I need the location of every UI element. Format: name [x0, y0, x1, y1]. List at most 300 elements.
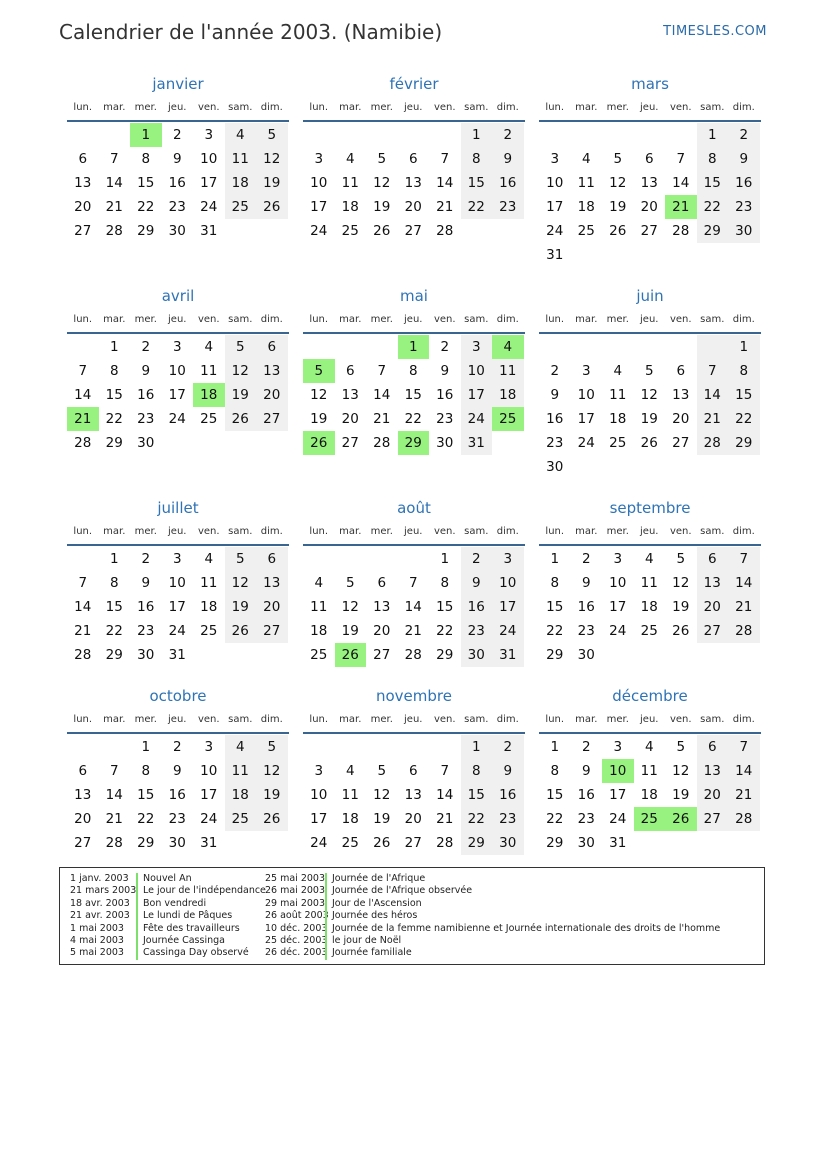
empty-day-cell — [697, 243, 729, 267]
day-cell: 18 — [225, 171, 257, 195]
empty-day-cell — [492, 431, 524, 455]
day-cell: 23 — [461, 619, 493, 643]
month-name: février — [389, 75, 439, 93]
empty-day-cell — [602, 243, 634, 267]
day-cell: 30 — [137, 647, 155, 663]
day-grid — [67, 123, 289, 243]
weekday-label: sam. — [700, 314, 725, 325]
day-cell: 2 — [581, 551, 591, 567]
day-cell: 11 — [577, 175, 595, 191]
holiday-day-cell: 1 — [130, 123, 162, 147]
day-cell: 23 — [137, 411, 155, 427]
weekday-label: ven. — [197, 526, 220, 537]
day-cell: 15 — [461, 783, 493, 807]
day-cell: 14 — [105, 175, 123, 191]
day-cell: 7 — [377, 363, 387, 379]
day-cell: 8 — [141, 763, 151, 779]
day-cell: 1 — [461, 123, 493, 147]
holiday-date: 26 août 2003 — [265, 910, 329, 922]
day-cell: 19 — [225, 595, 257, 619]
month-name: mars — [631, 75, 669, 93]
day-cell: 21 — [697, 407, 729, 431]
day-cell: 22 — [461, 807, 493, 831]
weekday-label: ven. — [669, 526, 692, 537]
empty-day-cell — [366, 547, 398, 571]
empty-day-cell — [99, 735, 131, 759]
weekday-label: sam. — [700, 714, 725, 725]
empty-day-cell — [366, 123, 398, 147]
weekday-label: dim. — [496, 714, 519, 725]
day-cell: 7 — [728, 547, 760, 571]
day-cell: 2 — [581, 739, 591, 755]
day-cell: 13 — [672, 387, 690, 403]
empty-day-cell — [634, 831, 666, 855]
day-cell: 20 — [404, 811, 422, 827]
day-cell: 25 — [200, 623, 218, 639]
day-cell: 16 — [728, 171, 760, 195]
day-cell: 13 — [697, 571, 729, 595]
month-name: août — [397, 499, 431, 517]
day-cell: 28 — [436, 223, 454, 239]
holiday-name: Bon vendredi — [136, 898, 206, 910]
day-cell: 29 — [461, 831, 493, 855]
weekday-label: dim. — [496, 526, 519, 537]
day-cell: 19 — [225, 383, 257, 407]
day-cell: 5 — [256, 123, 288, 147]
weekday-label: mer. — [134, 102, 157, 113]
empty-day-cell — [602, 455, 634, 479]
weekday-label: mer. — [134, 314, 157, 325]
day-cell: 27 — [640, 223, 658, 239]
day-cell: 30 — [461, 643, 493, 667]
day-cell: 23 — [577, 623, 595, 639]
empty-day-cell — [697, 335, 729, 359]
day-cell: 23 — [546, 435, 564, 451]
day-cell: 19 — [256, 783, 288, 807]
month-name: décembre — [612, 687, 688, 705]
day-cell: 19 — [341, 623, 359, 639]
day-cell: 26 — [373, 223, 391, 239]
day-cell: 7 — [109, 151, 119, 167]
empty-day-cell — [193, 431, 225, 455]
weekday-label: sam. — [464, 102, 489, 113]
day-cell: 15 — [461, 171, 493, 195]
day-cell: 5 — [377, 763, 387, 779]
weekday-label: lun. — [73, 102, 93, 113]
holiday-day-cell: 26 — [665, 807, 697, 831]
weekday-label: mar. — [339, 314, 362, 325]
day-cell: 27 — [697, 619, 729, 643]
month-block — [539, 496, 761, 667]
empty-day-cell — [697, 455, 729, 479]
day-cell: 13 — [404, 787, 422, 803]
day-cell: 1 — [141, 739, 151, 755]
day-cell: 27 — [74, 223, 92, 239]
empty-day-cell — [225, 431, 257, 455]
day-cell: 5 — [377, 151, 387, 167]
weekday-label: ven. — [197, 314, 220, 325]
holiday-name: Journée de l'Afrique observée — [325, 885, 472, 897]
day-cell: 10 — [168, 575, 186, 591]
day-cell: 27 — [672, 435, 690, 451]
day-cell: 29 — [697, 219, 729, 243]
day-cell: 15 — [728, 383, 760, 407]
day-cell: 16 — [492, 783, 524, 807]
month-name: janvier — [152, 75, 204, 93]
day-cell: 24 — [310, 835, 328, 851]
holiday-name: Journée des héros — [325, 910, 417, 922]
day-cell: 1 — [550, 551, 560, 567]
day-grid — [303, 547, 525, 667]
day-cell: 31 — [546, 247, 564, 263]
day-cell: 14 — [74, 599, 92, 615]
day-cell: 17 — [461, 383, 493, 407]
holiday-name: Journée de la femme namibienne et Journée internationale des droits de l'homme — [325, 923, 720, 935]
day-cell: 11 — [492, 359, 524, 383]
day-cell: 4 — [644, 551, 654, 567]
empty-day-cell — [99, 123, 131, 147]
weekday-label: jeu. — [168, 102, 187, 113]
day-cell: 15 — [546, 787, 564, 803]
day-cell: 17 — [310, 811, 328, 827]
day-cell: 6 — [78, 151, 88, 167]
day-cell: 3 — [172, 339, 182, 355]
day-cell: 13 — [697, 759, 729, 783]
weekday-label: mar. — [339, 526, 362, 537]
day-cell: 5 — [225, 547, 257, 571]
day-cell: 8 — [550, 575, 560, 591]
day-cell: 12 — [341, 599, 359, 615]
day-cell: 13 — [256, 571, 288, 595]
day-cell: 12 — [640, 387, 658, 403]
holiday-date: 1 janv. 2003 — [70, 873, 129, 884]
day-cell: 22 — [546, 623, 564, 639]
day-cell: 28 — [697, 431, 729, 455]
day-cell: 11 — [200, 363, 218, 379]
day-cell: 2 — [172, 127, 182, 143]
day-cell: 30 — [492, 831, 524, 855]
day-cell: 3 — [613, 739, 623, 755]
month-block — [303, 684, 525, 855]
day-cell: 23 — [436, 411, 454, 427]
weekday-label: mar. — [103, 714, 126, 725]
day-cell: 27 — [341, 435, 359, 451]
weekday-label: mar. — [103, 314, 126, 325]
day-cell: 8 — [461, 147, 493, 171]
empty-day-cell — [256, 831, 288, 855]
day-cell: 1 — [461, 735, 493, 759]
weekday-label: sam. — [464, 526, 489, 537]
day-cell: 17 — [168, 599, 186, 615]
day-grid — [67, 335, 289, 455]
day-cell: 9 — [581, 575, 591, 591]
day-cell: 4 — [225, 123, 257, 147]
day-cell: 15 — [436, 599, 454, 615]
day-cell: 19 — [256, 171, 288, 195]
day-cell: 17 — [577, 411, 595, 427]
month-block — [67, 284, 289, 455]
day-cell: 5 — [345, 575, 355, 591]
day-cell: 22 — [546, 811, 564, 827]
day-cell: 9 — [492, 759, 524, 783]
day-cell: 24 — [577, 435, 595, 451]
month-block — [67, 72, 289, 243]
day-cell: 11 — [200, 575, 218, 591]
day-cell: 4 — [581, 151, 591, 167]
day-cell: 7 — [408, 575, 418, 591]
day-cell: 28 — [74, 647, 92, 663]
weekday-label: jeu. — [640, 526, 659, 537]
day-cell: 23 — [577, 811, 595, 827]
day-cell: 9 — [440, 363, 450, 379]
day-cell: 5 — [676, 739, 686, 755]
month-name: septembre — [609, 499, 691, 517]
weekday-label: lun. — [309, 102, 329, 113]
day-cell: 22 — [697, 195, 729, 219]
day-cell: 6 — [697, 735, 729, 759]
holiday-name: Journée de l'Afrique — [325, 873, 425, 885]
day-cell: 14 — [373, 387, 391, 403]
day-cell: 21 — [436, 199, 454, 215]
weekday-label: mer. — [370, 714, 393, 725]
day-cell: 16 — [137, 387, 155, 403]
day-cell: 7 — [697, 359, 729, 383]
day-cell: 15 — [105, 387, 123, 403]
day-cell: 7 — [676, 151, 686, 167]
day-cell: 20 — [74, 199, 92, 215]
empty-day-cell — [571, 455, 603, 479]
weekday-label: ven. — [433, 314, 456, 325]
day-cell: 25 — [310, 647, 328, 663]
day-cell: 1 — [109, 551, 119, 567]
empty-day-cell — [665, 335, 697, 359]
day-cell: 28 — [105, 835, 123, 851]
day-cell: 1 — [697, 123, 729, 147]
holiday-name: Journée familiale — [325, 947, 412, 959]
day-cell: 25 — [341, 835, 359, 851]
month-name: mai — [400, 287, 428, 305]
weekday-label: ven. — [197, 714, 220, 725]
empty-day-cell — [728, 243, 760, 267]
empty-day-cell — [335, 335, 367, 359]
weekday-header-row — [67, 708, 289, 734]
empty-day-cell — [634, 335, 666, 359]
weekday-label: mer. — [370, 526, 393, 537]
day-cell: 6 — [377, 575, 387, 591]
day-cell: 25 — [640, 623, 658, 639]
weekday-header-row — [303, 308, 525, 334]
day-cell: 11 — [225, 147, 257, 171]
day-cell: 1 — [728, 335, 760, 359]
holiday-date: 10 déc. 2003 — [265, 922, 328, 934]
day-cell: 4 — [204, 551, 214, 567]
day-cell: 7 — [728, 735, 760, 759]
weekday-header-row — [67, 308, 289, 334]
empty-day-cell — [398, 547, 430, 571]
empty-day-cell — [67, 547, 99, 571]
day-cell: 12 — [256, 147, 288, 171]
weekday-label: mar. — [339, 714, 362, 725]
day-cell: 25 — [200, 411, 218, 427]
day-cell: 28 — [74, 435, 92, 451]
day-cell: 7 — [109, 763, 119, 779]
empty-day-cell — [303, 335, 335, 359]
day-cell: 16 — [492, 171, 524, 195]
empty-day-cell — [665, 831, 697, 855]
day-cell: 11 — [310, 599, 328, 615]
day-cell: 13 — [341, 387, 359, 403]
weekday-label: jeu. — [168, 714, 187, 725]
holiday-date: 4 mai 2003 — [70, 934, 124, 946]
day-cell: 24 — [168, 411, 186, 427]
weekday-label: ven. — [433, 102, 456, 113]
weekday-label: mer. — [606, 714, 629, 725]
empty-day-cell — [398, 123, 430, 147]
weekday-header-row — [539, 520, 761, 546]
weekday-label: mer. — [606, 102, 629, 113]
day-cell: 15 — [546, 599, 564, 615]
empty-day-cell — [728, 643, 760, 667]
holiday-date: 1 mai 2003 — [70, 922, 124, 934]
day-cell: 20 — [672, 411, 690, 427]
holiday-day-cell: 21 — [67, 407, 99, 431]
day-cell: 12 — [373, 175, 391, 191]
day-cell: 12 — [373, 787, 391, 803]
day-cell: 4 — [314, 575, 324, 591]
day-cell: 25 — [609, 435, 627, 451]
day-cell: 3 — [581, 363, 591, 379]
day-cell: 18 — [492, 383, 524, 407]
day-cell: 20 — [697, 595, 729, 619]
day-cell: 20 — [697, 783, 729, 807]
day-cell: 16 — [168, 787, 186, 803]
weekday-header-row — [539, 708, 761, 734]
empty-day-cell — [335, 547, 367, 571]
day-cell: 26 — [256, 195, 288, 219]
weekday-label: lun. — [73, 714, 93, 725]
day-cell: 5 — [644, 363, 654, 379]
day-cell: 14 — [728, 759, 760, 783]
day-cell: 24 — [310, 223, 328, 239]
day-cell: 22 — [137, 199, 155, 215]
day-cell: 17 — [200, 787, 218, 803]
day-cell: 11 — [225, 759, 257, 783]
month-block — [303, 496, 525, 667]
weekday-label: ven. — [669, 102, 692, 113]
empty-day-cell — [728, 831, 760, 855]
weekday-label: dim. — [732, 526, 755, 537]
day-grid — [539, 335, 761, 479]
holiday-day-cell: 18 — [193, 383, 225, 407]
day-cell: 23 — [728, 195, 760, 219]
weekday-label: lun. — [545, 314, 565, 325]
day-cell: 15 — [137, 175, 155, 191]
empty-day-cell — [697, 831, 729, 855]
month-name: juin — [636, 287, 664, 305]
empty-day-cell — [539, 335, 571, 359]
weekday-label: mar. — [575, 714, 598, 725]
day-cell: 21 — [105, 199, 123, 215]
day-cell: 14 — [728, 571, 760, 595]
weekday-label: dim. — [260, 714, 283, 725]
day-grid — [303, 735, 525, 855]
day-cell: 21 — [728, 595, 760, 619]
day-cell: 9 — [550, 387, 560, 403]
day-cell: 19 — [373, 811, 391, 827]
brand-logo-text[interactable]: TIMESLES.COM — [663, 24, 767, 39]
day-cell: 27 — [373, 647, 391, 663]
empty-day-cell — [303, 735, 335, 759]
empty-day-cell — [162, 431, 194, 455]
day-cell: 23 — [492, 195, 524, 219]
holiday-date: 25 déc. 2003 — [265, 934, 328, 946]
day-cell: 21 — [436, 811, 454, 827]
day-cell: 21 — [404, 623, 422, 639]
month-block — [67, 496, 289, 667]
empty-day-cell — [634, 455, 666, 479]
empty-day-cell — [193, 643, 225, 667]
weekday-label: mer. — [370, 314, 393, 325]
weekday-label: sam. — [464, 314, 489, 325]
day-cell: 31 — [200, 223, 218, 239]
month-block — [303, 72, 525, 243]
holiday-date: 26 mai 2003 — [265, 885, 326, 897]
weekday-label: dim. — [260, 526, 283, 537]
day-cell: 18 — [640, 787, 658, 803]
weekday-label: mer. — [370, 102, 393, 113]
day-cell: 8 — [440, 575, 450, 591]
weekday-label: dim. — [732, 102, 755, 113]
day-cell: 10 — [200, 151, 218, 167]
weekday-label: mer. — [606, 314, 629, 325]
weekday-label: ven. — [433, 714, 456, 725]
holiday-date: 18 avr. 2003 — [70, 897, 130, 909]
empty-day-cell — [429, 735, 461, 759]
empty-day-cell — [634, 123, 666, 147]
weekday-label: lun. — [545, 102, 565, 113]
day-cell: 21 — [373, 411, 391, 427]
day-cell: 14 — [436, 175, 454, 191]
day-cell: 28 — [436, 835, 454, 851]
day-cell: 14 — [672, 175, 690, 191]
holiday-day-cell: 29 — [398, 431, 430, 455]
day-cell: 31 — [461, 431, 493, 455]
day-cell: 12 — [609, 175, 627, 191]
day-cell: 12 — [672, 575, 690, 591]
weekday-label: dim. — [496, 314, 519, 325]
holiday-name: le jour de Noël — [325, 935, 401, 947]
empty-day-cell — [665, 243, 697, 267]
day-cell: 18 — [640, 599, 658, 615]
empty-day-cell — [602, 335, 634, 359]
empty-day-cell — [634, 643, 666, 667]
day-grid — [539, 735, 761, 855]
day-cell: 10 — [310, 787, 328, 803]
day-cell: 22 — [404, 411, 422, 427]
day-cell: 4 — [345, 151, 355, 167]
day-cell: 2 — [141, 339, 151, 355]
day-cell: 5 — [256, 735, 288, 759]
day-cell: 12 — [672, 763, 690, 779]
day-cell: 31 — [200, 835, 218, 851]
day-cell: 18 — [310, 623, 328, 639]
empty-day-cell — [429, 123, 461, 147]
weekday-label: sam. — [228, 314, 253, 325]
day-cell: 8 — [697, 147, 729, 171]
weekday-label: lun. — [73, 526, 93, 537]
weekday-label: dim. — [732, 714, 755, 725]
day-cell: 29 — [436, 647, 454, 663]
